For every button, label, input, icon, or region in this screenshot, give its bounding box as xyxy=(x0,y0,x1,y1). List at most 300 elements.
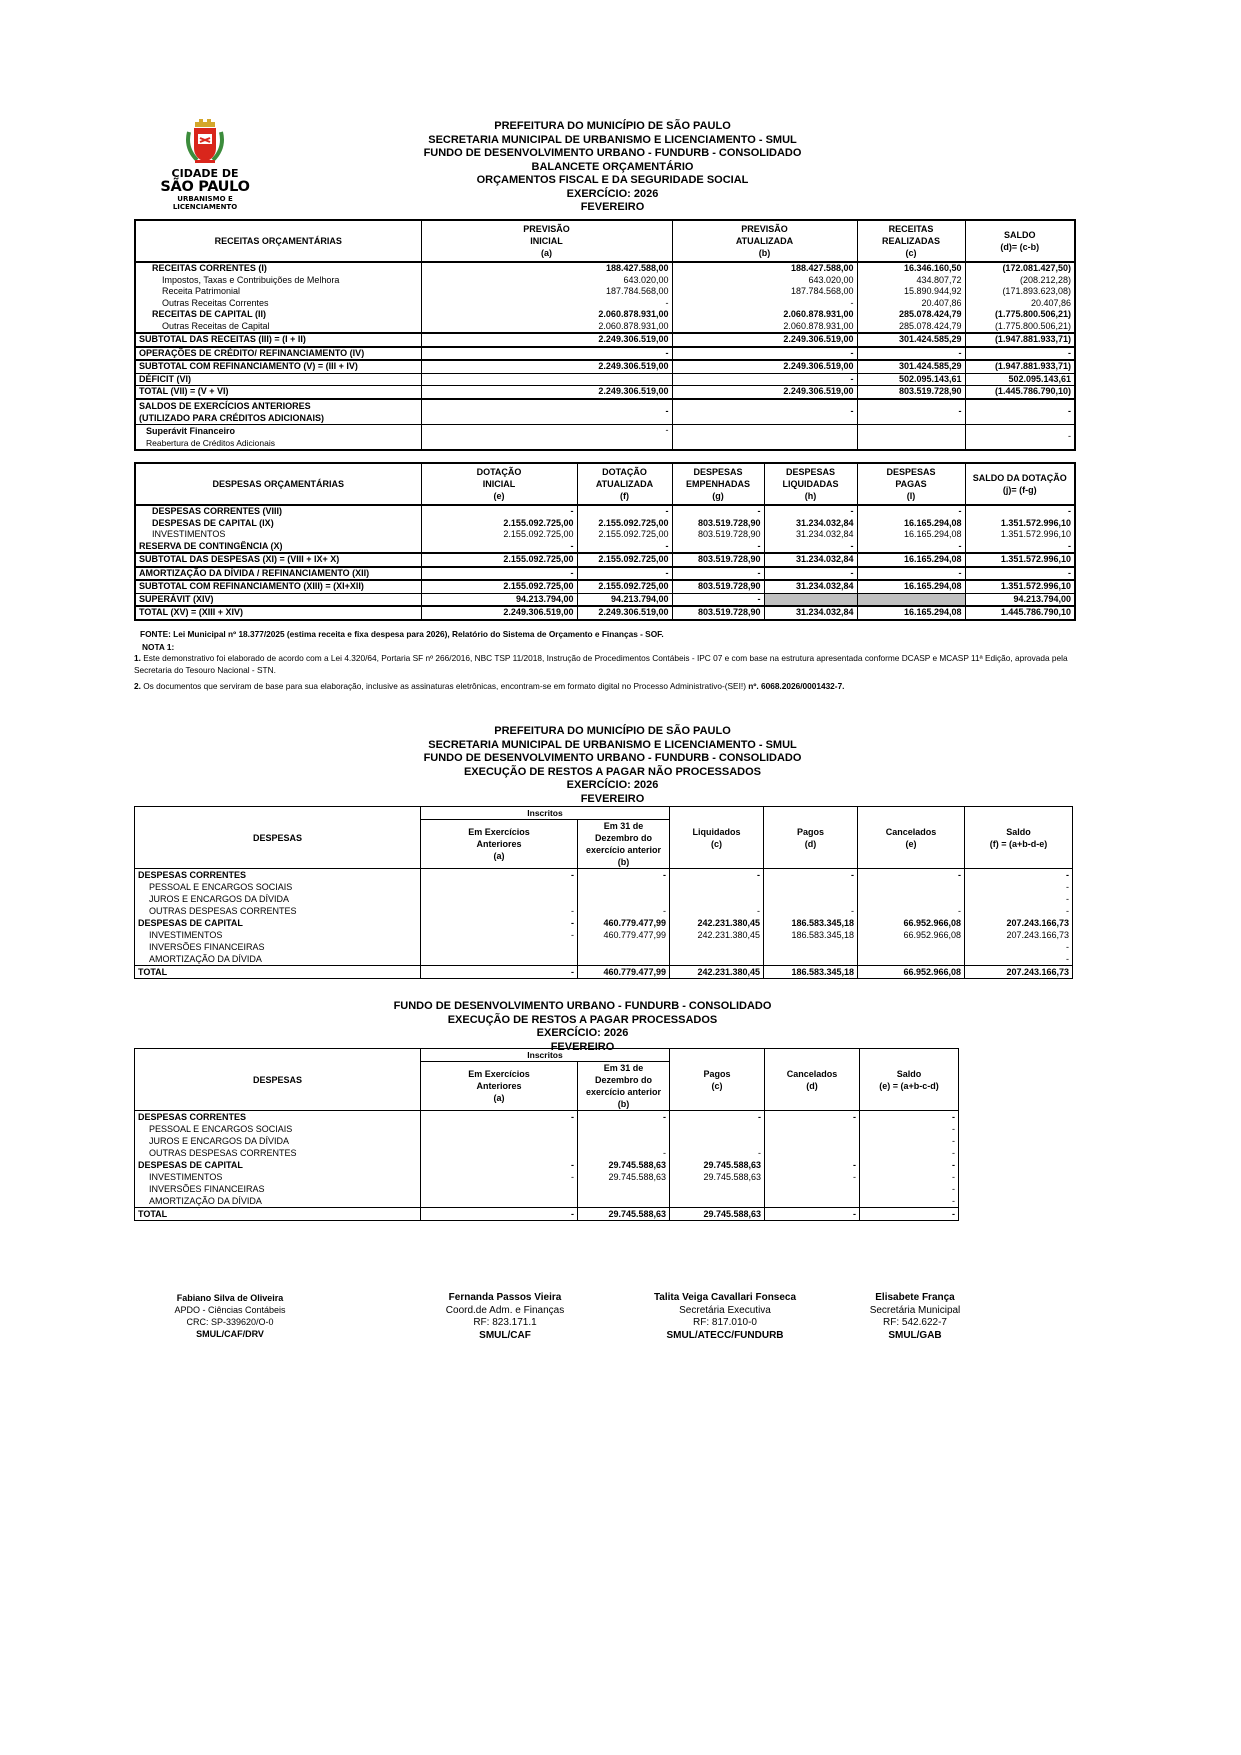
cell-e: - xyxy=(860,1195,959,1208)
cell-b xyxy=(578,1123,670,1135)
row-label: SUBTOTAL DAS RECEITAS (III) = (I + II) xyxy=(135,333,421,347)
table-row xyxy=(135,1111,959,1124)
cell-e xyxy=(858,893,965,905)
table-row xyxy=(135,1123,959,1135)
table-row xyxy=(135,580,1075,593)
col-header-dotacao-atualizada: DOTAÇÃO ATUALIZADA (f) xyxy=(577,463,672,505)
cell-e: 66.952.966,08 xyxy=(858,929,965,941)
cell-j: 1.351.572.996,10 xyxy=(965,580,1075,593)
cell-f: - xyxy=(965,893,1073,905)
cell-j: 1.445.786.790,10 xyxy=(965,606,1075,620)
cell-a xyxy=(421,941,578,953)
cell-d: (1.445.786.790,10) xyxy=(965,386,1075,399)
row-label: PESSOAL E ENCARGOS SOCIAIS xyxy=(135,1123,421,1135)
cell-b: 2.249.306.519,00 xyxy=(672,360,857,373)
cell-e: - xyxy=(421,541,577,554)
superavit-financeiro-row xyxy=(135,424,1075,450)
row-label: PESSOAL E ENCARGOS SOCIAIS xyxy=(135,881,421,893)
cell-g: 803.519.728,90 xyxy=(672,529,764,541)
header-line: EXERCÍCIO: 2026 xyxy=(566,779,659,791)
signatory-org: SMUL/ATECC/FUNDURB xyxy=(666,1329,784,1341)
cell-e: 2.249.306.519,00 xyxy=(421,606,577,620)
col-header-31-dezembro: Em 31 de Dezembro do exercício anterior (b) xyxy=(578,1062,670,1111)
cell-c xyxy=(670,1195,765,1208)
row-label: SUPERÁVIT (XIV) xyxy=(135,593,421,606)
row-label: DESPESAS DE CAPITAL (IX) xyxy=(135,518,421,530)
signatory-org: SMUL/GAB xyxy=(888,1329,942,1341)
signature-block xyxy=(625,1292,825,1342)
cell-a: - xyxy=(421,1159,578,1171)
header-line: FEVEREIRO xyxy=(550,1040,615,1053)
despesas-table xyxy=(134,462,1076,621)
row-label: OUTRAS DESPESAS CORRENTES xyxy=(135,1147,421,1159)
cell-a: 2.249.306.519,00 xyxy=(421,386,672,399)
cell-e: 66.952.966,08 xyxy=(858,966,965,979)
cell-b: 460.779.477,99 xyxy=(578,917,670,929)
col-header-despesas: DESPESAS ORÇAMENTÁRIAS xyxy=(135,463,421,505)
cell-e xyxy=(858,941,965,953)
cell-g: 803.519.728,90 xyxy=(672,518,764,530)
cell-a: - xyxy=(421,869,578,882)
cell-e: - xyxy=(421,505,577,518)
cell-b: 187.784.568,00 xyxy=(672,286,857,298)
col-header-pagos: Pagos (c) xyxy=(670,1049,765,1111)
cell-d: 20.407,86 xyxy=(965,298,1075,310)
cell-g: 803.519.728,90 xyxy=(672,580,764,593)
cell-c: - xyxy=(670,905,764,917)
row-label: RECEITAS DE CAPITAL (II) xyxy=(135,309,421,321)
signatory-id: RF: 542.622-7 xyxy=(883,1317,947,1328)
cell-h: 31.234.032,84 xyxy=(764,529,857,541)
cell-d xyxy=(765,1147,860,1159)
cell-a xyxy=(421,881,578,893)
cell-d xyxy=(764,893,858,905)
cell-a xyxy=(421,1147,578,1159)
cell-f: 207.243.166,73 xyxy=(965,966,1073,979)
cell-b: 2.249.306.519,00 xyxy=(672,386,857,399)
cell-e: 66.952.966,08 xyxy=(858,917,965,929)
note-1: 1. Este demonstrativo foi elaborado de acordo com a Lei 4.320/64, Portaria SF nº 266/2016, NBC TSP 11/2018, Instrução de Procedimentos Contábeis - IPC 07 e com base na estrutura apresentada conforme DCASP e MCASP 11ª Edição, aprovada pela Secretaria do Tesouro Nacional - STN. xyxy=(134,653,1068,675)
col-header-saldo-dotacao: SALDO DA DOTAÇÃO (j)= (f-g) xyxy=(965,463,1075,505)
cell-e xyxy=(858,953,965,966)
table-row xyxy=(135,1159,959,1171)
signatory-id: RF: 817.010-0 xyxy=(693,1317,757,1328)
table-row xyxy=(135,893,1073,905)
cell-b: - xyxy=(672,373,857,386)
cell-e: - xyxy=(860,1123,959,1135)
col-header-saldo: Saldo (f) = (a+b-d-e) xyxy=(965,807,1073,869)
cell-e: - xyxy=(858,905,965,917)
cell-b xyxy=(578,1183,670,1195)
cell-f: 2.249.306.519,00 xyxy=(577,606,672,620)
logo-line3: URBANISMO E xyxy=(177,195,233,203)
cell-b: 29.745.588,63 xyxy=(578,1159,670,1171)
cell-c: - xyxy=(670,869,764,882)
cell-c: 285.078.424,79 xyxy=(857,321,965,334)
cell-d xyxy=(765,1195,860,1208)
cell-g: 803.519.728,90 xyxy=(672,553,764,567)
header-line: SECRETARIA MUNICIPAL DE URBANISMO E LICENCIAMENTO - SMUL xyxy=(428,133,797,146)
cell-f: - xyxy=(577,541,672,554)
header-line: EXERCÍCIO: 2026 xyxy=(566,187,659,200)
cell-d: (171.893.623,08) xyxy=(965,286,1075,298)
header-line: ORÇAMENTOS FISCAL E DA SEGURIDADE SOCIAL xyxy=(476,174,749,186)
fonte-note: FONTE: Lei Municipal nº 18.377/2025 (estima receita e fixa despesa para 2026), Relatório do Sistema de Orçamento e Finanças - SOF. xyxy=(140,629,664,639)
row-label: DÉFICIT (VI) xyxy=(135,373,421,386)
cell-e: - xyxy=(421,567,577,581)
saldos-anteriores-row xyxy=(135,399,1075,425)
cell-e: - xyxy=(860,1111,959,1124)
cell-b: - xyxy=(672,347,857,361)
cell-c xyxy=(670,1135,765,1147)
signatory-name: Elisabete França xyxy=(875,1292,955,1303)
cell-c xyxy=(857,424,965,450)
report-header-rpp xyxy=(310,1000,855,1054)
cell-c: 803.519.728,90 xyxy=(857,386,965,399)
header-line: FUNDO DE DESENVOLVIMENTO URBANO - FUNDURB - CONSOLIDADO xyxy=(393,1000,772,1012)
cell-d: (1.775.800.506,21) xyxy=(965,309,1075,321)
cell-a: - xyxy=(421,905,578,917)
cell-f: 2.155.092.725,00 xyxy=(577,580,672,593)
cell-c: 15.890.944,92 xyxy=(857,286,965,298)
cell-j: 1.351.572.996,10 xyxy=(965,529,1075,541)
cell-j: - xyxy=(965,505,1075,518)
cell-d: 186.583.345,18 xyxy=(764,917,858,929)
cell-i: 16.165.294,08 xyxy=(857,529,965,541)
signatory-id: CRC: SP-339620/O-0 xyxy=(186,1317,274,1327)
row-label: Receita Patrimonial xyxy=(135,286,421,298)
col-header-receitas-realizadas: RECEITAS REALIZADAS (c) xyxy=(857,220,965,262)
cell-f: 207.243.166,73 xyxy=(965,917,1073,929)
cell-c: 20.407,86 xyxy=(857,298,965,310)
header-line: SECRETARIA MUNICIPAL DE URBANISMO E LICENCIAMENTO - SMUL xyxy=(428,738,797,751)
cell-b: 2.060.878.931,00 xyxy=(672,321,857,334)
cell-i xyxy=(857,593,965,606)
cell-a: - xyxy=(421,917,578,929)
cell-b: 460.779.477,99 xyxy=(578,929,670,941)
cell-h: 31.234.032,84 xyxy=(764,553,857,567)
cell-c xyxy=(670,941,764,953)
cell-d xyxy=(764,881,858,893)
cell-i: - xyxy=(857,505,965,518)
rpnp-header-row1 xyxy=(135,807,1073,820)
cell-e: - xyxy=(860,1183,959,1195)
col-header-dotacao-inicial: DOTAÇÃO INICIAL (e) xyxy=(421,463,577,505)
rpp-header-row1 xyxy=(135,1049,959,1062)
cell-h: - xyxy=(764,541,857,554)
cell-a xyxy=(421,1123,578,1135)
cell-c: 242.231.380,45 xyxy=(670,917,764,929)
col-header-saldo: Saldo (e) = (a+b-c-d) xyxy=(860,1049,959,1111)
col-header-exercicios-anteriores: Em Exercícios Anteriores (a) xyxy=(421,820,578,869)
table-row xyxy=(135,905,1073,917)
cell-c: 502.095.143,61 xyxy=(857,373,965,386)
signature-block xyxy=(420,1292,590,1342)
signatory-role: APDO - Ciências Contábeis xyxy=(174,1305,286,1315)
cell-d: (208.212,28) xyxy=(965,275,1075,287)
row-label: TOTAL (VII) = (V + VI) xyxy=(135,386,421,399)
row-label: Superávit Financeiro Reabertura de Créditos Adicionais xyxy=(135,424,421,450)
city-logo xyxy=(150,118,260,211)
row-label: INVERSÕES FINANCEIRAS xyxy=(135,941,421,953)
cell-c: 29.745.588,63 xyxy=(670,1159,765,1171)
total-row xyxy=(135,966,1073,979)
signatory-org: SMUL/CAF xyxy=(479,1329,531,1341)
cell-e: 2.155.092.725,00 xyxy=(421,529,577,541)
signatory-role: Secretária Municipal xyxy=(869,1304,961,1316)
cell-c xyxy=(670,953,764,966)
table-row xyxy=(135,593,1075,606)
row-label: JUROS E ENCARGOS DA DÍVIDA xyxy=(135,1135,421,1147)
cell-e: - xyxy=(860,1147,959,1159)
table-row xyxy=(135,953,1073,966)
table-row xyxy=(135,606,1075,620)
cell-e: 2.155.092.725,00 xyxy=(421,518,577,530)
cell-i: - xyxy=(857,541,965,554)
col-header-despesas: DESPESAS xyxy=(135,807,421,869)
cell-j: - xyxy=(965,567,1075,581)
cell-g: - xyxy=(672,541,764,554)
row-label: INVESTIMENTOS xyxy=(135,529,421,541)
cell-e: 2.155.092.725,00 xyxy=(421,580,577,593)
col-header-receitas: RECEITAS ORÇAMENTÁRIAS xyxy=(135,220,421,262)
table-row xyxy=(135,505,1075,518)
row-label: SALDOS DE EXERCÍCIOS ANTERIORES (UTILIZADO PARA CRÉDITOS ADICIONAIS) xyxy=(135,399,421,425)
cell-h xyxy=(764,593,857,606)
header-line: EXERCÍCIO: 2026 xyxy=(536,1027,629,1039)
row-label: TOTAL xyxy=(135,966,421,979)
cell-e xyxy=(858,881,965,893)
cell-e: - xyxy=(860,1171,959,1183)
cell-e: 2.155.092.725,00 xyxy=(421,553,577,567)
cell-f: - xyxy=(965,953,1073,966)
header-line: EXECUÇÃO DE RESTOS A PAGAR PROCESSADOS xyxy=(447,1013,718,1026)
table-row xyxy=(135,881,1073,893)
cell-d: (1.775.800.506,21) xyxy=(965,321,1075,334)
row-label: AMORTIZAÇÃO DA DÍVIDA xyxy=(135,1195,421,1208)
cell-f: 2.155.092.725,00 xyxy=(577,518,672,530)
row-label: TOTAL (XV) = (XIII + XIV) xyxy=(135,606,421,620)
cell-h: 31.234.032,84 xyxy=(764,518,857,530)
cell-c: 242.231.380,45 xyxy=(670,966,764,979)
row-label: SUBTOTAL DAS DESPESAS (XI) = (VIII + IX+ X) xyxy=(135,553,421,567)
signatory-name: Fernanda Passos Vieira xyxy=(448,1292,562,1303)
cell-b xyxy=(578,1135,670,1147)
cell-b xyxy=(578,1195,670,1208)
cell-a xyxy=(421,1195,578,1208)
col-header-liquidados: Liquidados (c) xyxy=(670,807,764,869)
row-label: INVESTIMENTOS xyxy=(135,1171,421,1183)
table-row xyxy=(135,1147,959,1159)
table-row xyxy=(135,567,1075,581)
row-label: OUTRAS DESPESAS CORRENTES xyxy=(135,905,421,917)
cell-g: 803.519.728,90 xyxy=(672,606,764,620)
row-label: INVESTIMENTOS xyxy=(135,929,421,941)
table-row xyxy=(135,373,1075,386)
header-line: FEVEREIRO xyxy=(580,792,645,805)
table-row xyxy=(135,298,1075,310)
col-header-previsao-atualizada: PREVISÃO ATUALIZADA (b) xyxy=(672,220,857,262)
cell-a: 2.060.878.931,00 xyxy=(421,321,672,334)
report-header-rpnp xyxy=(340,725,885,806)
row-label: AMORTIZAÇÃO DA DÍVIDA / REFINANCIAMENTO (XII) xyxy=(135,567,421,581)
table-row xyxy=(135,553,1075,567)
cell-d: (1.947.881.933,71) xyxy=(965,333,1075,347)
cell-a xyxy=(421,953,578,966)
col-header-liquidadas: DESPESAS LIQUIDADAS (h) xyxy=(764,463,857,505)
cell-a: - xyxy=(421,1171,578,1183)
header-line: FEVEREIRO xyxy=(580,201,645,213)
table-row xyxy=(135,869,1073,882)
row-label: SUBTOTAL COM REFINANCIAMENTO (XIII) = (XI+XII) xyxy=(135,580,421,593)
cell-b xyxy=(578,941,670,953)
cell-c: 29.745.588,63 xyxy=(670,1208,765,1221)
row-label: TOTAL xyxy=(135,1208,421,1221)
header-line: EXECUÇÃO DE RESTOS A PAGAR NÃO PROCESSADOS xyxy=(463,765,762,778)
row-label: OPERAÇÕES DE CRÉDITO/ REFINANCIAMENTO (IV) xyxy=(135,347,421,361)
cell-c xyxy=(670,1183,765,1195)
cell-d: - xyxy=(764,905,858,917)
cell-a xyxy=(421,1135,578,1147)
cell-j: - xyxy=(965,541,1075,554)
col-header-inscritos: Inscritos xyxy=(421,1049,670,1062)
table-row xyxy=(135,321,1075,334)
row-label: RESERVA DE CONTINGÊNCIA (X) xyxy=(135,541,421,554)
cell-a: - xyxy=(421,298,672,310)
cell-f: - xyxy=(577,505,672,518)
header-line: PREFEITURA DO MUNICÍPIO DE SÃO PAULO xyxy=(494,120,731,132)
cell-f: 94.213.794,00 xyxy=(577,593,672,606)
cell-c: 301.424.585,29 xyxy=(857,360,965,373)
table-row xyxy=(135,529,1075,541)
restos-nao-processados-table xyxy=(134,806,1073,979)
row-label: INVERSÕES FINANCEIRAS xyxy=(135,1183,421,1195)
cell-f: 2.155.092.725,00 xyxy=(577,553,672,567)
cell-f: - xyxy=(965,941,1073,953)
cell-f: - xyxy=(965,881,1073,893)
cell-a: - xyxy=(421,966,578,979)
signatory-role: Secretária Executiva xyxy=(679,1304,771,1316)
row-label: DESPESAS CORRENTES xyxy=(135,869,421,882)
cell-a: - xyxy=(421,1208,578,1221)
row-label: JUROS E ENCARGOS DA DÍVIDA xyxy=(135,893,421,905)
signatory-role: Coord.de Adm. e Finanças xyxy=(445,1304,565,1316)
cell-a: 2.249.306.519,00 xyxy=(421,333,672,347)
cell-b xyxy=(578,893,670,905)
cell-c: 29.745.588,63 xyxy=(670,1171,765,1183)
cell-i: 16.165.294,08 xyxy=(857,518,965,530)
table-row xyxy=(135,941,1073,953)
header-line: FUNDO DE DESENVOLVIMENTO URBANO - FUNDURB - CONSOLIDADO xyxy=(423,147,802,159)
row-label: Impostos, Taxas e Contribuições de Melhora xyxy=(135,275,421,287)
total-row xyxy=(135,1208,959,1221)
cell-b: 2.249.306.519,00 xyxy=(672,333,857,347)
receitas-header-row xyxy=(135,220,1075,262)
cell-b: 460.779.477,99 xyxy=(578,966,670,979)
cell-h: - xyxy=(764,505,857,518)
cell-f: 2.155.092.725,00 xyxy=(577,529,672,541)
cell-j: 1.351.572.996,10 xyxy=(965,518,1075,530)
cell-e: - xyxy=(860,1208,959,1221)
cell-c: 434.807,72 xyxy=(857,275,965,287)
cell-d: - xyxy=(765,1208,860,1221)
cell-b: 2.060.878.931,00 xyxy=(672,309,857,321)
row-label: SUBTOTAL COM REFINANCIAMENTO (V) = (III + IV) xyxy=(135,360,421,373)
col-header-inscritos: Inscritos xyxy=(421,807,670,820)
cell-h: 31.234.032,84 xyxy=(764,606,857,620)
table-row xyxy=(135,262,1075,275)
table-row xyxy=(135,541,1075,554)
cell-b: 643.020,00 xyxy=(672,275,857,287)
signature-block xyxy=(150,1292,310,1340)
cell-f: 207.243.166,73 xyxy=(965,929,1073,941)
cell-i: 16.165.294,08 xyxy=(857,580,965,593)
cell-f: - xyxy=(577,567,672,581)
cell-b xyxy=(672,424,857,450)
cell-c xyxy=(670,893,764,905)
cell-d: 186.583.345,18 xyxy=(764,929,858,941)
cell-c: 242.231.380,45 xyxy=(670,929,764,941)
cell-i: 16.165.294,08 xyxy=(857,553,965,567)
cell-b: 29.745.588,63 xyxy=(578,1171,670,1183)
cell-a: 188.427.588,00 xyxy=(421,262,672,275)
cell-d xyxy=(764,953,858,966)
cell-e: 94.213.794,00 xyxy=(421,593,577,606)
row-label: DESPESAS DE CAPITAL xyxy=(135,1159,421,1171)
cell-d xyxy=(765,1135,860,1147)
table-row xyxy=(135,1135,959,1147)
cell-a: 187.784.568,00 xyxy=(421,286,672,298)
cell-c: 16.346.160,50 xyxy=(857,262,965,275)
table-row xyxy=(135,518,1075,530)
table-row xyxy=(135,360,1075,373)
cell-j: 94.213.794,00 xyxy=(965,593,1075,606)
coat-of-arms-icon xyxy=(183,118,227,166)
col-header-31-dezembro: Em 31 de Dezembro do exercício anterior (b) xyxy=(578,820,670,869)
cell-a xyxy=(421,893,578,905)
table-row xyxy=(135,275,1075,287)
col-header-pagos: Pagos (d) xyxy=(764,807,858,869)
cell-c: - xyxy=(670,1111,765,1124)
table-row xyxy=(135,1195,959,1208)
header-line: PREFEITURA DO MUNICÍPIO DE SÃO PAULO xyxy=(494,725,731,737)
table-row xyxy=(135,386,1075,399)
cell-b: 29.745.588,63 xyxy=(578,1208,670,1221)
cell-d: - xyxy=(765,1171,860,1183)
cell-a: - xyxy=(421,1111,578,1124)
table-row xyxy=(135,309,1075,321)
cell-b: - xyxy=(578,869,670,882)
signature-block xyxy=(835,1292,995,1342)
cell-a xyxy=(421,373,672,386)
table-row xyxy=(135,347,1075,361)
report-header-balancete xyxy=(340,120,885,215)
cell-b xyxy=(578,953,670,966)
cell-d: - xyxy=(764,869,858,882)
cell-d xyxy=(765,1183,860,1195)
cell-d xyxy=(765,1123,860,1135)
table-row xyxy=(135,1171,959,1183)
note-2: 2. Os documentos que serviram de base para sua elaboração, inclusive as assinaturas eletrônicas, encontram-se em formato digital no Processo Administrativo-(SEI!) nº. 6068.2026/0001432-7. xyxy=(134,681,845,691)
cell-b: - xyxy=(672,399,857,425)
cell-a: - xyxy=(421,929,578,941)
col-header-previsao-inicial: PREVISÃO INICIAL (a) xyxy=(421,220,672,262)
row-label: AMORTIZAÇÃO DA DÍVIDA xyxy=(135,953,421,966)
cell-c xyxy=(670,881,764,893)
cell-d: (1.947.881.933,71) xyxy=(965,360,1075,373)
receitas-table xyxy=(134,219,1076,451)
cell-a: - xyxy=(421,399,672,425)
